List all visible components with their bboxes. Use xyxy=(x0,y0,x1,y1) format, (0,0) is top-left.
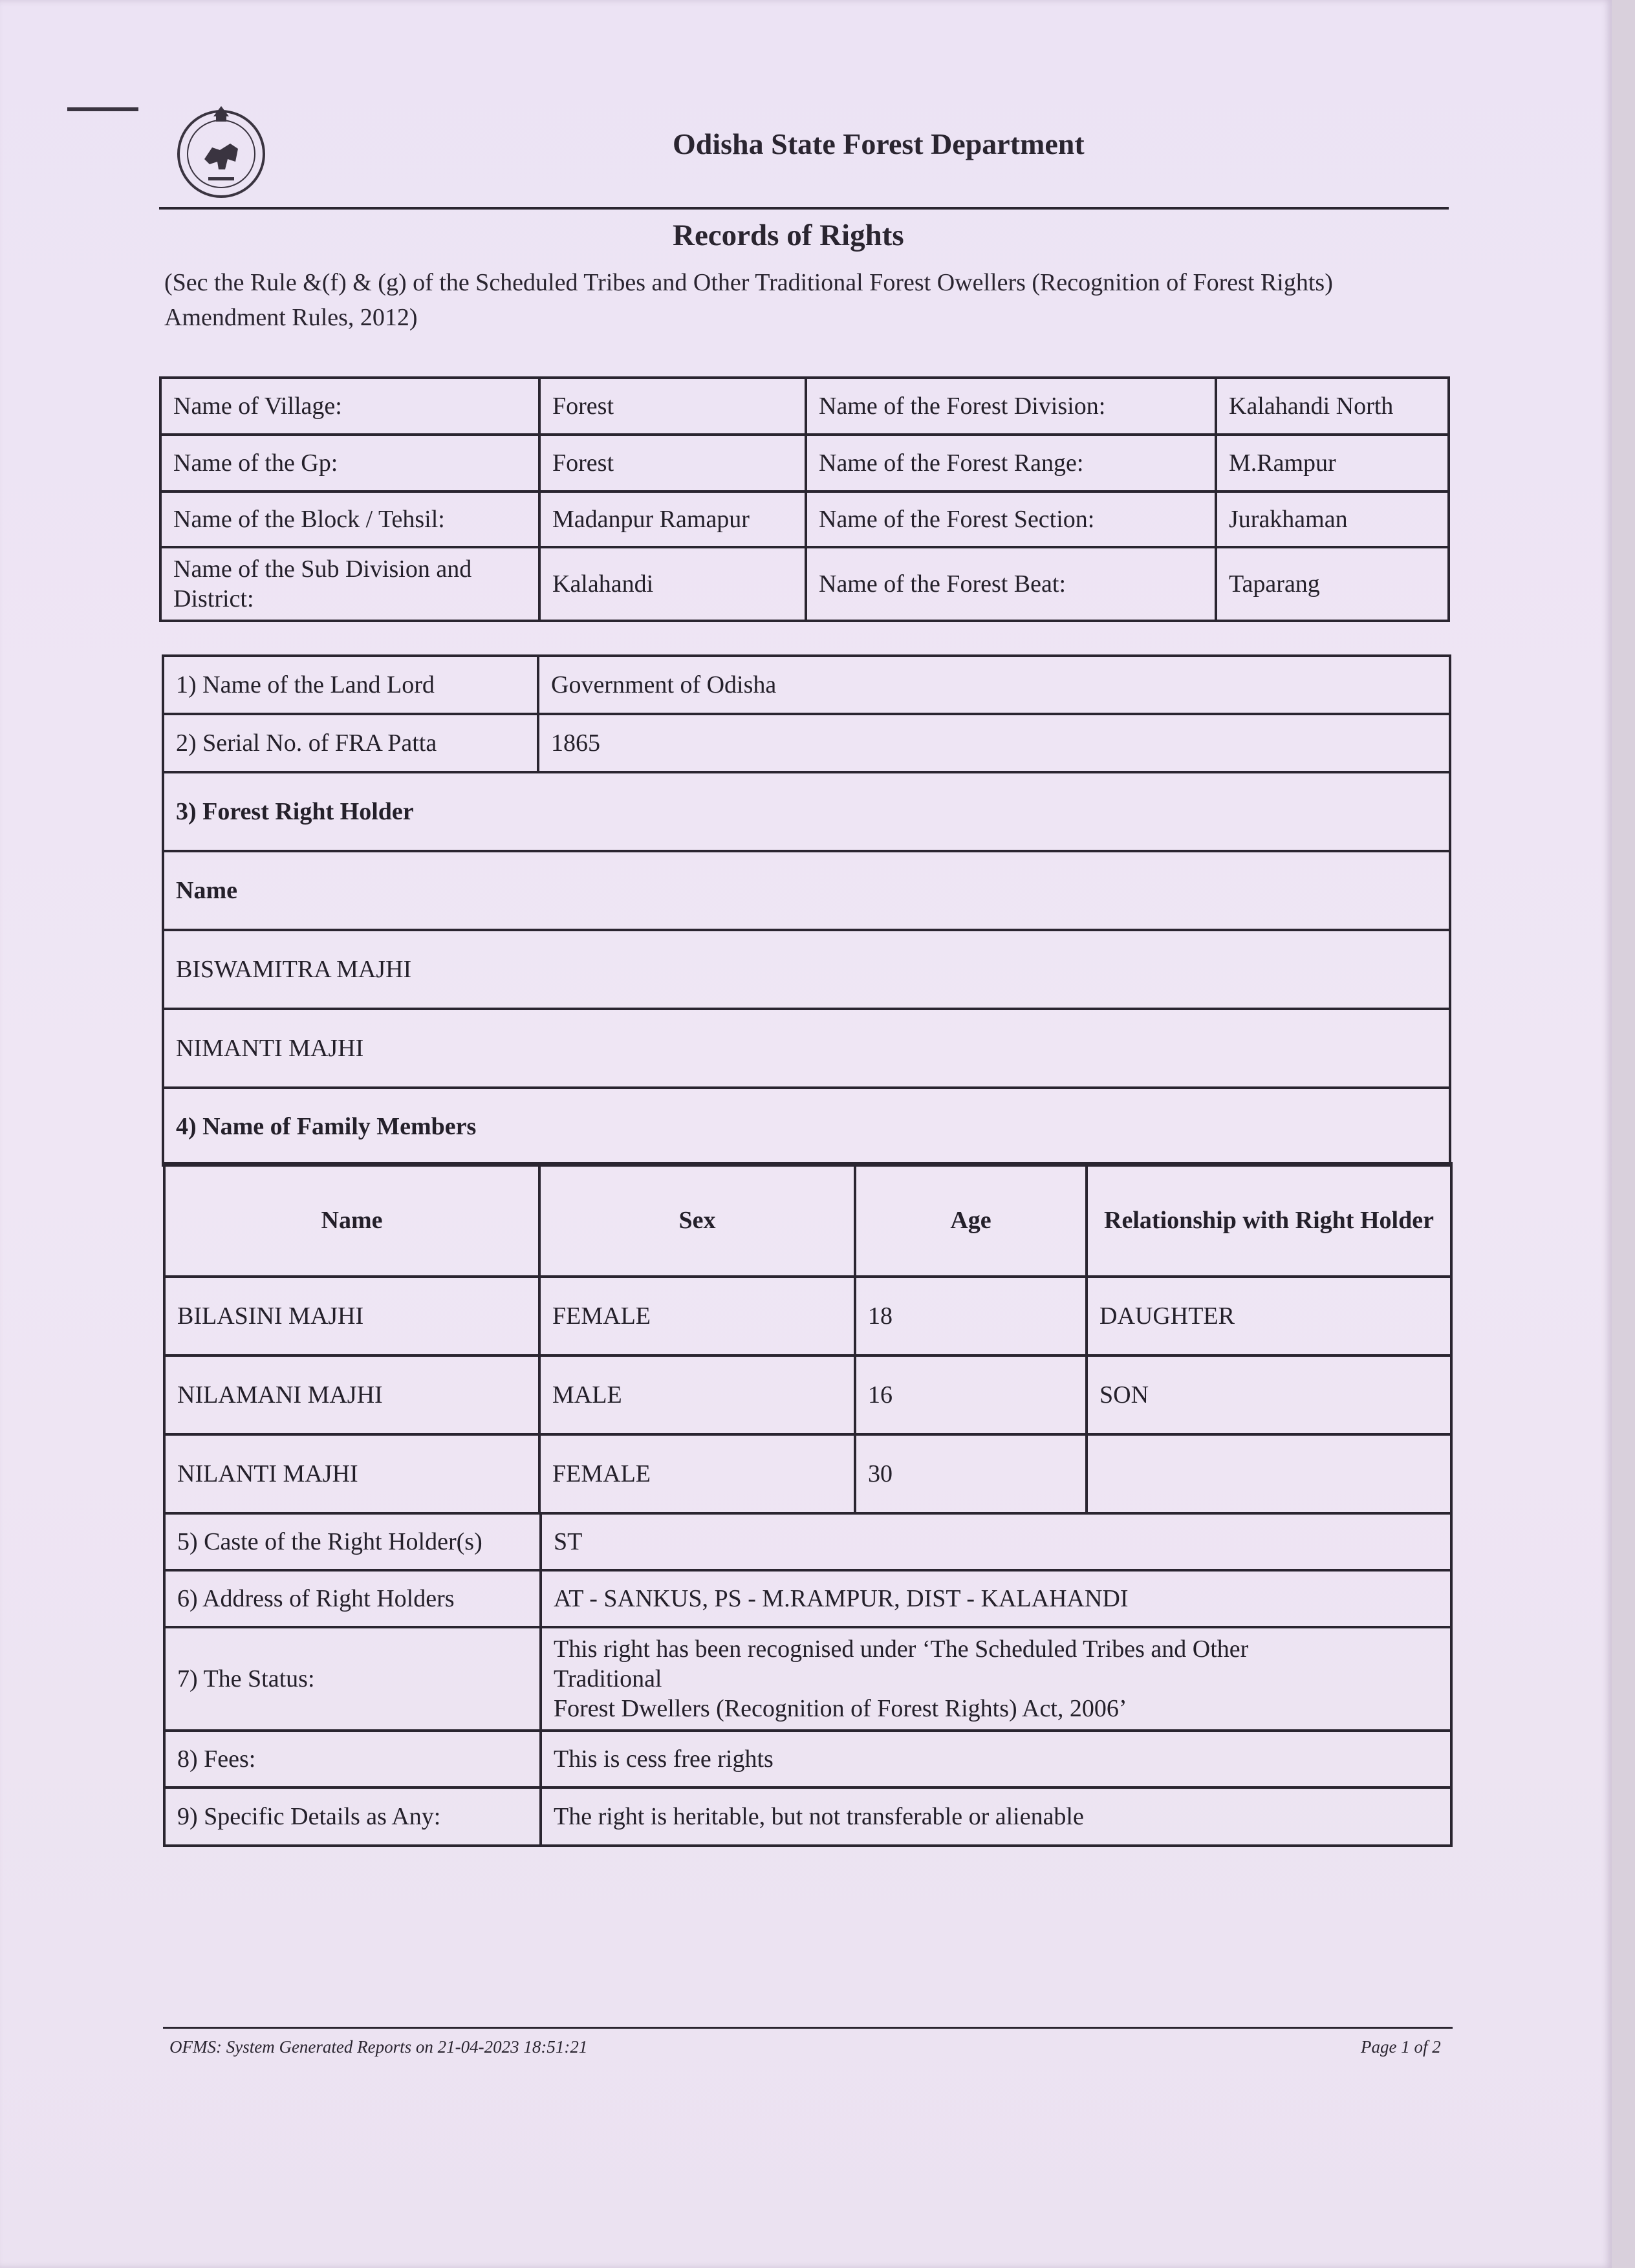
table-row xyxy=(164,1787,1451,1846)
member-age: 30 xyxy=(855,1434,1087,1513)
record-table xyxy=(162,654,1451,1167)
table-row xyxy=(163,714,1450,772)
forest-range-value: M.Rampur xyxy=(1216,435,1449,491)
status-line: Forest Dwellers (Recognition of Forest Rights) Act, 2006’ xyxy=(554,1695,1127,1722)
forest-right-holder-heading: 3) Forest Right Holder xyxy=(163,772,1450,851)
table-row xyxy=(163,656,1450,714)
address-label: 6) Address of Right Holders xyxy=(164,1570,541,1627)
block-value: Madanpur Ramapur xyxy=(539,491,806,547)
holder-name: BISWAMITRA MAJHI xyxy=(163,930,1450,1009)
member-relationship xyxy=(1087,1434,1451,1513)
village-value: Forest xyxy=(539,378,806,435)
document-subtitle: (Sec the Rule &(f) & (g) of the Scheduled Tribes and Other Traditional Forest Owellers (Recognition of Forest Rights) Amendment Rules, 2012) xyxy=(164,269,1333,331)
column-header-age: Age xyxy=(855,1163,1087,1277)
status-line: Traditional xyxy=(554,1665,662,1692)
status-line: This right has been recognised under ‘The Scheduled Tribes and Other xyxy=(554,1636,1249,1663)
forest-division-value: Kalahandi North xyxy=(1216,378,1449,435)
subdivision-label: Name of the Sub Division and District: xyxy=(160,547,539,621)
table-row xyxy=(164,1627,1451,1731)
caste-label: 5) Caste of the Right Holder(s) xyxy=(164,1513,541,1570)
fees-value: This is cess free rights xyxy=(541,1731,1451,1787)
member-sex: FEMALE xyxy=(539,1277,855,1355)
member-relationship: DAUGHTER xyxy=(1087,1277,1451,1355)
table-row xyxy=(164,1731,1451,1787)
forest-section-label: Name of the Forest Section: xyxy=(806,491,1216,547)
member-sex: MALE xyxy=(539,1355,855,1434)
column-header-sex: Sex xyxy=(539,1163,855,1277)
table-row xyxy=(163,930,1450,1009)
table-row xyxy=(163,1009,1450,1088)
village-label: Name of Village: xyxy=(160,378,539,435)
caste-value: ST xyxy=(541,1513,1451,1570)
corner-mark xyxy=(67,107,138,111)
block-label: Name of the Block / Tehsil: xyxy=(160,491,539,547)
table-row xyxy=(160,491,1449,547)
odisha-emblem-icon xyxy=(173,97,269,199)
footer-generated-note: OFMS: System Generated Reports on 21-04-2023 18:51:21 xyxy=(169,2037,588,2057)
serial-label: 2) Serial No. of FRA Patta xyxy=(163,714,538,772)
forest-beat-value: Taparang xyxy=(1216,547,1449,621)
document-title: Records of Rights xyxy=(673,219,904,252)
land-lord-label: 1) Name of the Land Lord xyxy=(163,656,538,714)
member-relationship: SON xyxy=(1087,1355,1451,1434)
land-lord-value: Government of Odisha xyxy=(538,656,1450,714)
subdivision-value: Kalahandi xyxy=(539,547,806,621)
table-row xyxy=(164,1355,1451,1434)
column-header-relationship: Relationship with Right Holder xyxy=(1087,1163,1451,1277)
table-row xyxy=(164,1570,1451,1627)
member-name: BILASINI MAJHI xyxy=(164,1277,539,1355)
forest-section-value: Jurakhaman xyxy=(1216,491,1449,547)
gp-label: Name of the Gp: xyxy=(160,435,539,491)
address-value: AT - SANKUS, PS - M.RAMPUR, DIST - KALAHANDI xyxy=(541,1570,1451,1627)
table-row xyxy=(163,772,1450,851)
serial-value: 1865 xyxy=(538,714,1450,772)
details-table xyxy=(163,1512,1453,1847)
header-divider xyxy=(159,207,1449,210)
page-edge xyxy=(1612,0,1635,2268)
name-heading: Name xyxy=(163,851,1450,930)
status-value xyxy=(541,1627,1451,1731)
table-row xyxy=(164,1434,1451,1513)
table-row xyxy=(164,1513,1451,1570)
gp-value: Forest xyxy=(539,435,806,491)
table-row xyxy=(160,378,1449,435)
member-age: 16 xyxy=(855,1355,1087,1434)
table-header-row xyxy=(164,1163,1451,1277)
status-label: 7) The Status: xyxy=(164,1627,541,1731)
member-name: NILANTI MAJHI xyxy=(164,1434,539,1513)
family-members-table xyxy=(163,1162,1453,1515)
forest-division-label: Name of the Forest Division: xyxy=(806,378,1216,435)
footer-page-number: Page 1 of 2 xyxy=(1361,2037,1441,2057)
member-sex: FEMALE xyxy=(539,1434,855,1513)
column-header-name: Name xyxy=(164,1163,539,1277)
table-row xyxy=(160,435,1449,491)
table-row xyxy=(160,547,1449,621)
member-age: 18 xyxy=(855,1277,1087,1355)
family-members-heading: 4) Name of Family Members xyxy=(163,1088,1450,1165)
department-title: Odisha State Forest Department xyxy=(673,127,1085,160)
specific-details-label: 9) Specific Details as Any: xyxy=(164,1787,541,1846)
footer-divider xyxy=(163,2027,1453,2029)
fees-label: 8) Fees: xyxy=(164,1731,541,1787)
member-name: NILAMANI MAJHI xyxy=(164,1355,539,1434)
forest-range-label: Name of the Forest Range: xyxy=(806,435,1216,491)
location-table xyxy=(159,376,1450,622)
specific-details-value: The right is heritable, but not transferable or alienable xyxy=(541,1787,1451,1846)
table-row xyxy=(163,1088,1450,1165)
holder-name: NIMANTI MAJHI xyxy=(163,1009,1450,1088)
table-row xyxy=(164,1277,1451,1355)
forest-beat-label: Name of the Forest Beat: xyxy=(806,547,1216,621)
table-row xyxy=(163,851,1450,930)
